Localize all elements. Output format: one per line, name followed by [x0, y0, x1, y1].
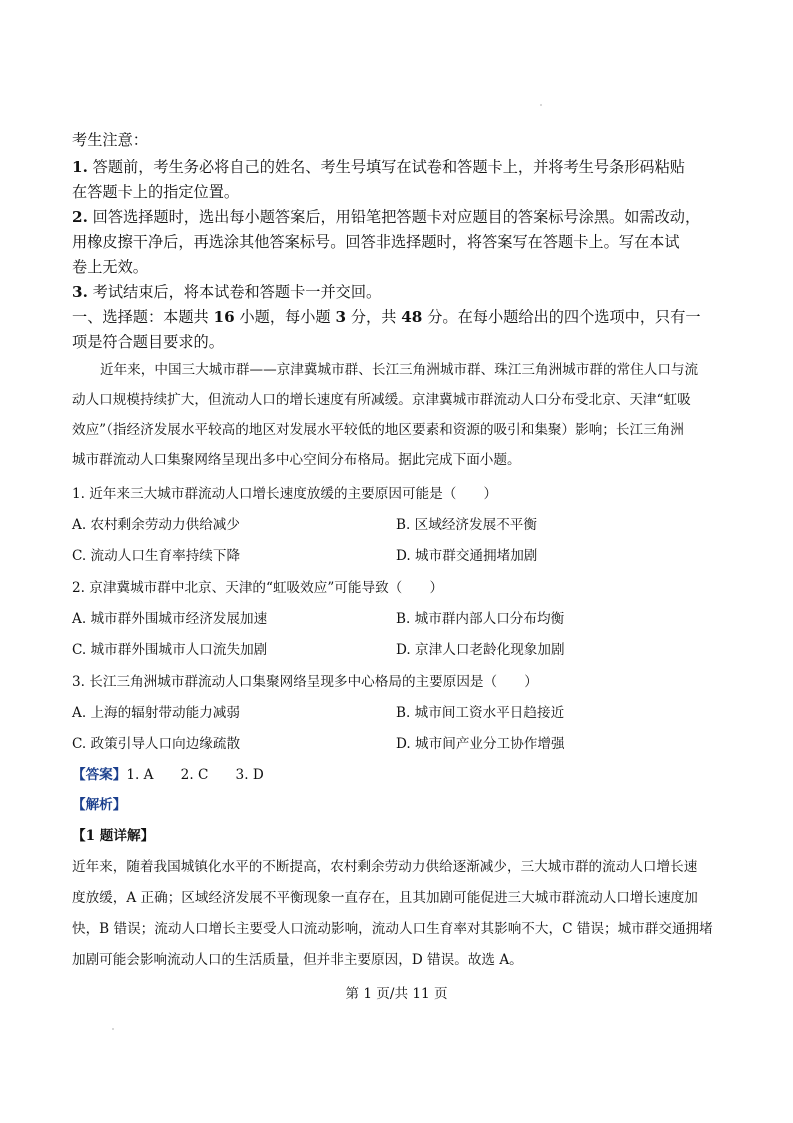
answer-line — [72, 765, 264, 785]
question-2-option-b: B. 城市群内部人口分布均衡 — [396, 611, 565, 627]
question-2-stem: 2. 京津冀城市群中北京、天津的“虹吸效应”可能导致（ ） — [72, 580, 444, 596]
passage-line: 城市群流动人口集聚网络呈现出多中心空间分布格局。据此完成下面小题。 — [72, 452, 521, 468]
analysis-line: 快，B 错误；流动人口增长主要受人口流动影响，流动人口生育率对其影响不大，C 错误；城市群交通拥堵 — [72, 921, 713, 937]
notice-item-text: 回答选择题时，选出每小题答案后，用铅笔把答题卡对应题目的答案标号涂黑。如需改动， — [87, 208, 701, 226]
analysis-line: 加剧可能会影响流动人口的生活质量，但并非主要原因，D 错误。故选 A。 — [72, 952, 523, 968]
notice-item-3 — [72, 282, 381, 302]
section-instructions: 一、选择题：本题共 16 小题，每小题 3 分，共 48 分。在每小题给出的四个选项中，只有一 — [72, 308, 701, 326]
notice-item-1 — [72, 157, 685, 177]
notice-item-number: 1. — [72, 158, 88, 176]
analysis-line: 度放缓，A 正确；区域经济发展不平衡现象一直存在，且其加剧可能促进三大城市群流动人口增长速度加 — [72, 890, 698, 906]
question-1-option-b: B. 区域经济发展不平衡 — [396, 517, 537, 533]
question-3-option-c: C. 政策引导人口向边缘疏散 — [72, 736, 241, 752]
section-instructions-cont: 项是符合题目要求的。 — [72, 333, 224, 351]
scan-speck — [540, 104, 542, 106]
page-footer: 第 1 页/共 11 页 — [345, 986, 448, 1002]
points-per-question: 3 — [335, 308, 347, 326]
question-1-option-d: D. 城市群交通拥堵加剧 — [396, 548, 538, 564]
question-1-option-a: A. 农村剩余劳动力供给减少 — [72, 517, 240, 533]
question-1-stem: 1. 近年来三大城市群流动人口增长速度放缓的主要原因可能是（ ） — [72, 486, 498, 502]
notice-item-number: 2. — [72, 208, 88, 226]
passage-line: 动人口规模持续扩大，但流动人口的增长速度有所减缓。京津冀城市群流动人口分布受北京、天津“虹吸 — [72, 392, 691, 408]
notice-item-2-cont: 用橡皮擦干净后，再选涂其他答案标号。回答非选择题时，将答案写在答题卡上。写在本试 — [72, 233, 680, 251]
analysis-tag: 【解析】 — [72, 797, 127, 813]
scan-speck — [112, 1028, 114, 1030]
question-2-option-d: D. 京津人口老龄化现象加剧 — [396, 642, 565, 658]
analysis-detail-tag: 【1 题详解】 — [72, 828, 155, 844]
passage-line: 效应”（指经济发展水平较高的地区对发展水平较低的地区要素和资源的吸引和集聚）影响；长江三角洲 — [72, 422, 684, 438]
question-1-option-c: C. 流动人口生育率持续下降 — [72, 548, 241, 564]
question-3-option-d: D. 城市间产业分工协作增强 — [396, 736, 565, 752]
question-3-stem: 3. 长江三角洲城市群流动人口集聚网络呈现多中心格局的主要原因是（ ） — [72, 674, 538, 690]
total-points: 48 — [401, 308, 423, 326]
question-2-option-a: A. 城市群外围城市经济发展加速 — [72, 611, 268, 627]
question-count: 16 — [213, 308, 235, 326]
question-3-option-a: A. 上海的辐射带动能力减弱 — [72, 705, 240, 721]
notice-item-2-cont: 卷上无效。 — [72, 258, 148, 276]
question-2-option-c: C. 城市群外围城市人口流失加剧 — [72, 642, 268, 658]
notice-item-text: 答题前，考生务必将自己的姓名、考生号填写在试卷和答题卡上，并将考生号条形码粘贴 — [87, 158, 685, 176]
analysis-line: 近年来，随着我国城镇化水平的不断提高，农村剩余劳动力供给逐渐减少，三大城市群的流动人口增长速 — [72, 859, 698, 875]
notice-item-text: 考试结束后，将本试卷和答题卡一并交回。 — [87, 283, 382, 301]
notice-item-2 — [72, 207, 700, 227]
notice-item-number: 3. — [72, 283, 88, 301]
passage-line: 近年来，中国三大城市群——京津冀城市群、长江三角洲城市群、珠江三角洲城市群的常住人口与流 — [100, 362, 699, 378]
answer-tag: 【答案】 — [72, 767, 127, 783]
notice-item-1-cont: 在答题卡上的指定位置。 — [72, 183, 240, 201]
answer-values: 1. A 2. C 3. D — [126, 767, 264, 783]
notice-heading: 考生注意： — [72, 131, 148, 149]
question-3-option-b: B. 城市间工资水平日趋接近 — [396, 705, 565, 721]
